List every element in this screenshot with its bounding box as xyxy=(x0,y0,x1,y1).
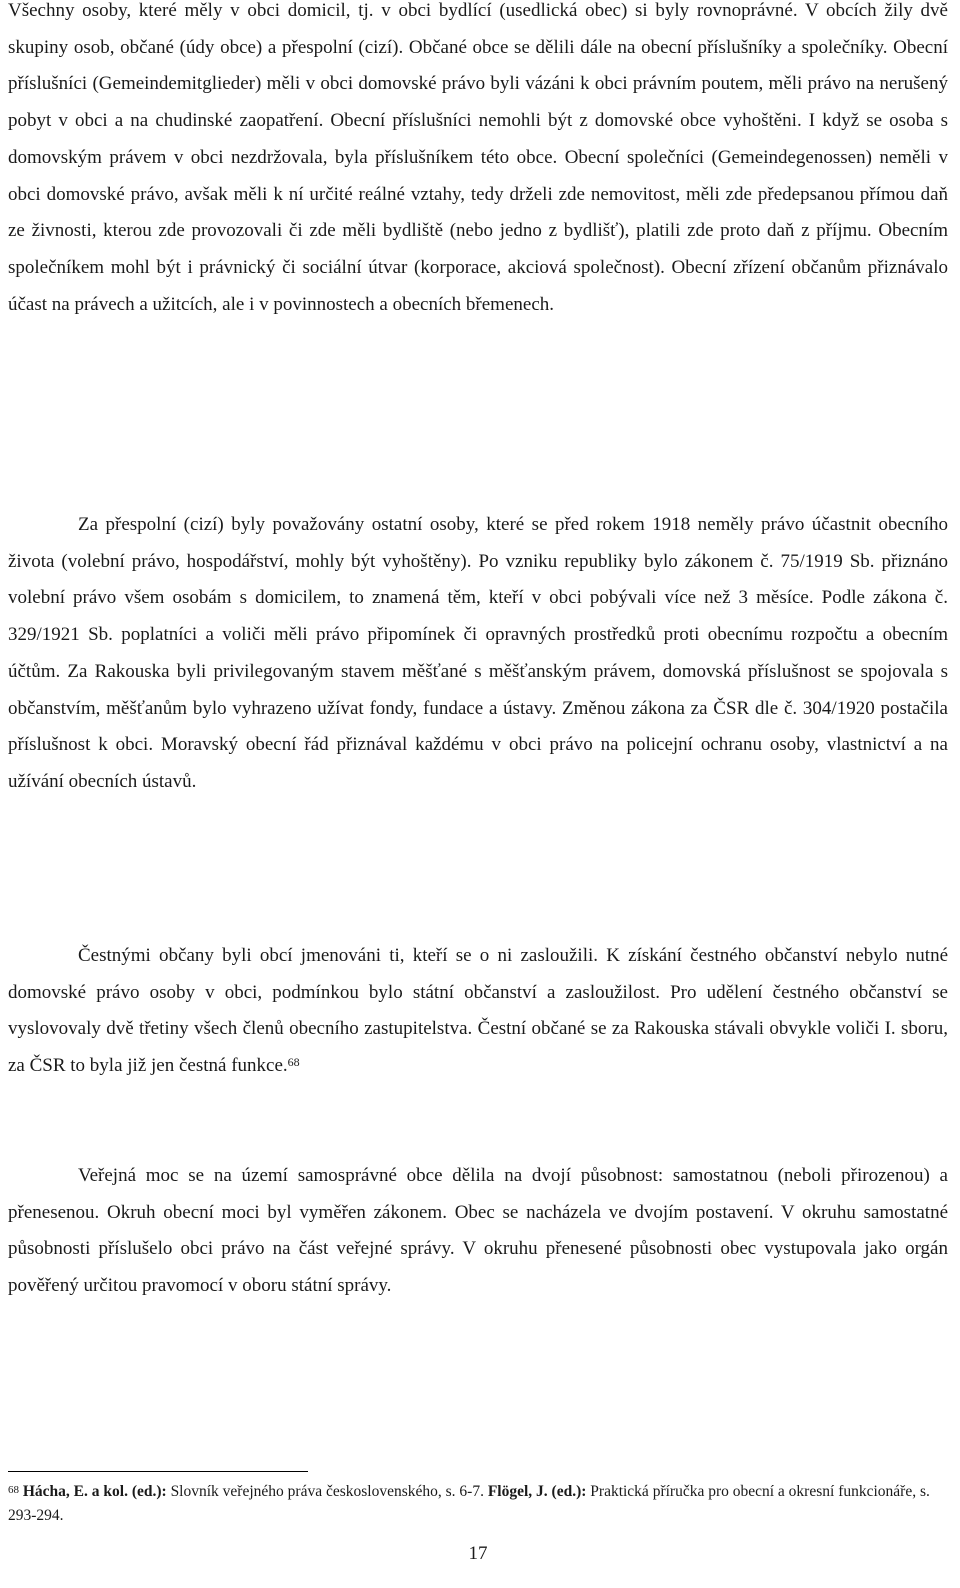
footnote xyxy=(8,1480,948,1528)
footnote-author-1: Hácha, E. a kol. (ed.): xyxy=(22,1483,167,1500)
paragraph-honorary-citizens xyxy=(8,938,948,1085)
footnote-work-1: Slovník veřejného práva československého, s. 6-7. xyxy=(166,1483,488,1500)
footnote-divider xyxy=(8,1471,308,1472)
paragraph-honorary-citizens-text: Čestnými občany byli obcí jmenováni ti, kteří se o ni zasloužili. K získání čestného občanství nebylo nutné domovské právo osoby v obci, podmínkou bylo státní občanství a zasloužilost. Pro udělení čestného občanství se vyslovovaly dvě třetiny všech členů obecního zastupitelstva. Čestní občané se za Rakouska stávali obvykle voliči I. sboru, za ČSR to byla již jen čestná funkce. xyxy=(8,945,948,1077)
page-number: 17 xyxy=(468,1543,488,1564)
footnote-work-2: Praktická příručka pro obecní a okresní funkcionáře, s. 293-294. xyxy=(8,1483,930,1524)
footnote-author-2: Flögel, J. (ed.): xyxy=(487,1483,587,1500)
footnote-reference: 68 xyxy=(287,1055,300,1070)
paragraph-non-residents: Za přespolní (cizí) byly považovány ostatní osoby, které se před rokem 1918 neměly právo účastnit obecního života (volební právo, hospodářství, mohly být vyhoštěny). Po vzniku republiky bylo zákonem č. 75/1919 Sb. přiznáno volební právo všem osobám s domicilem, to znamená těm, kteří v obci pobývali více než 3 měsíce. Podle zákona č. 329/1921 Sb. poplatníci a voliči měli právo připomínek či opravných prostředků proti obecnímu rozpočtu a obecním účtům. Za Rakouska byli privilegovaným stavem měšťané s měšťanským právem, domovská příslušnost se spojovala s občanstvím, měšťanům bylo vyhrazeno užívat fondy, fundace a ústavy. Změnou zákona za ČSR dle č. 304/1920 postačila příslušnost k obci. Moravský obecní řád přiznával každému v obci právo na policejní ochranu osoby, vlastnictví a na užívání obecních ústavů. xyxy=(8,514,948,792)
paragraph-public-power: Veřejná moc se na území samosprávné obce dělila na dvojí působnost: samostatnou (neboli přirozenou) a přenesenou. Okruh obecní moci byl vyměřen zákonem. Obec se nacházela ve dvojím postavení. V okruhu samostatné působnosti příslušelo obci právo na část veřejné správy. V okruhu přenesené působnosti obec vystupovala jako orgán pověřený určitou pravomocí v oboru státní správy. xyxy=(8,1165,948,1297)
paragraph-citizens: Všechny osoby, které měly v obci domicil, tj. v obci bydlící (usedlická obec) si byly rovnoprávné. V obcích žily dvě skupiny osob, občané (údy obce) a přespolní (cizí). Občané obce se dělili dále na obecní příslušníky a společníky. Obecní příslušníci (Gemeindemitglieder) měli v obci domovské právo byli vázáni k obci právním poutem, měli právo na nerušený pobyt v obci a na chudinské zaopatření. Obecní příslušníci nemohli být z domovské obce vyhoštěni. I když se osoba s domovským právem v obci nezdržovala, byla příslušníkem této obce. Obecní společníci (Gemeindegenossen) neměli v obci domovské právo, avšak měli k ní určité reálné vztahy, tedy drželi zde nemovitost, měli zde předepsanou přímou daň ze živnosti, kterou zde provozovali či zde měli bydliště (nebo jedno z bydlišť), platili zde proto daň z příjmu. Obecním společníkem mohl být i právnický či sociální útvar (korporace, akciová společnost). Obecní zřízení občanům přiznávalo účast na právech a užitcích, ale i v povinnostech a obecních břemenech. xyxy=(8,0,948,315)
footnote-number: 68 xyxy=(8,1484,19,1496)
